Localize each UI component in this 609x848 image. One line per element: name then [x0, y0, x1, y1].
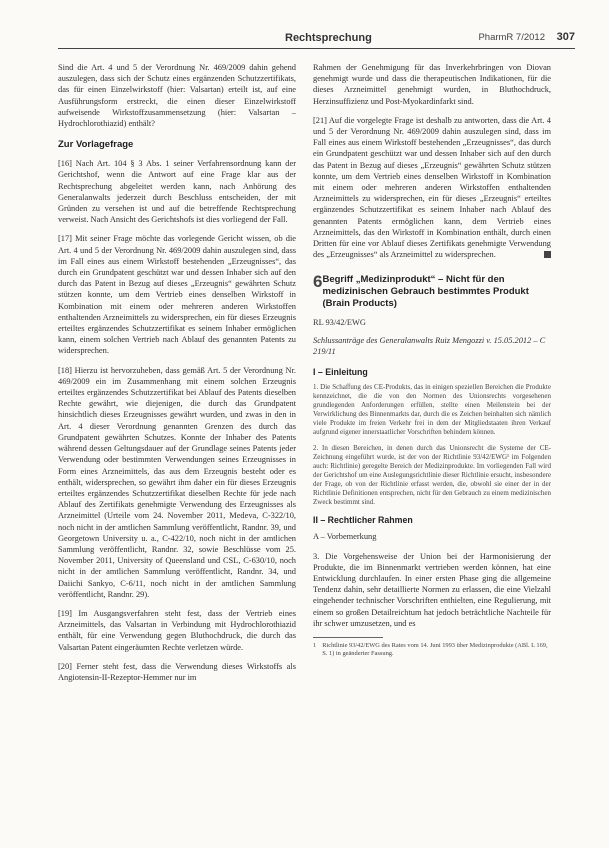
small-paragraph-1: 1. Die Schaffung des CE-Produkts, das in einigen speziellen Bereichen die Produkte kennzeichnet, die die von den Normen des Unionsrechts vorgesehenen grundlegenden Anforderungen erfüllen, stellte einen Meilenstein bei der Verwirklichung des Binnenmarkts dar, durch die es Zeichen beinhalten sich nämlich viele Produkte im freien Verkehr frei in dem der Mitgliedstaaten ihren Verkauf aufgrund eigener innerstaatlicher Vorschriften behindern können.	[313, 383, 551, 437]
small-paragraph-2: 2. In diesen Bereichen, in denen durch das Unionsrecht die Systeme der CE-Zeichnung eingeführt wurde, ist der von der Richtlinie 93/42/EWG¹ im Folgenden auch: Richtlinie) geregelte Bereich der Medizinprodukte. Im vorliegenden Fall wird der Gerichtshof um eine Auslegungsrichtlinie dieser Richtlinie ersucht, insbesondere der Frage, ob von der Richtlinie erfasst werden, die, obwohl sie einer der in der Richtlinie Definitionen entsprechen, nicht für den Gebrauch zu einem medizinischen Zweck bestimmt sind.	[313, 444, 551, 507]
subheading-vorlagefrage: Zur Vorlagefrage	[58, 139, 134, 151]
footnote-rule	[313, 637, 383, 638]
journal-citation: PharmR 7/2012	[478, 32, 545, 43]
opinion-source: Schlussanträge des Generalanwalts Ruiz Mengozzi v. 15.05.2012 – C 219/11	[313, 336, 546, 357]
footnote-text: Richtlinie 93/42/EWG des Rates vom 14. Juni 1993 über Medizinprodukte (ABl. L 169, S. 1) in geänderter Fassung.	[322, 642, 548, 658]
footnote	[313, 642, 551, 659]
subsection-legal-framework: II – Rechtlicher Rahmen	[313, 515, 413, 526]
left-column	[58, 62, 296, 691]
paragraph-20: [20] Ferner steht fest, dass die Verwendung dieses Wirkstoffs als Angiotensin-II-Rezeptor-Hemmer nur im	[58, 661, 296, 682]
section-rubric: Rechtsprechung	[285, 32, 372, 44]
directive-reference: RL 93/42/EWG	[313, 318, 366, 328]
paragraph-19: [19] Im Ausgangsverfahren steht fest, dass der Vertrieb eines Arzneimittels, das Valsartan in Verbindung mit Hydrochlorothiazid enthält, für eine Verwendung gegen Bluthochdruck, die durch das Valsartan Patent eingeräumten Rechte verletzen würde.	[58, 608, 296, 652]
paragraph-18: [18] Hierzu ist hervorzuheben, dass gemäß Art. 5 der Verordnung Nr. 469/2009 ein im Zusammenhang mit einem solchen Erzeugnis erteiltes ergänzendes Schutzzertifikat bei Ablauf des Patents dieselben Rechte gewährt, wie diejenigen, die durch das Grundpatent hinsichtlich dieses Erzeugnisses gewährt wurden, und zwas in den in Art. 4 dieser Verordnung genannten Grenzen des durch das Grundpatent gewährten Schutzes. Konnte der Inhaber des Patents während dessen Geltungsdauer auf der Grundlage seines Patents jeder Verwendung oder bestimmten Verwendungen seines Erzeugnisses in Form eines Arzneimittels, das aus dem Erzeugnis besteht oder es enthält, widersprechen, so gewährt ihm daher ein für dieses Erzeugnis erteiltes ergänzendes Schutzzertifikat dieselben Rechte für jede nach Ablauf des Zertifikats genehmigte Verwendung des Erzeugnisses als Arzneimittel (Urteile vom 24. November 2011, Medeva, C-322/10, noch nicht in der amtlichen Sammlung veröffentlicht, Randnr. 39, und Georgetown University u. a., C-422/10, noch nicht in der amtlichen Sammlung veröffentlicht, Randnr. 32, sowie Beschlüsse vom 25. November 2011, University of Queensland und CSL, C-630/10, noch nicht in der amtlichen Sammlung veröffentlicht, Randnr. 34, und Daiichi Sankyo, C-6/11, noch nicht in der amtlichen Sammlung veröffentlicht, Randnr. 29).	[58, 365, 296, 599]
article-title: Begriff „Medizinprodukt“ – Nicht für den medizinischen Gebrauch bestimmtes Produkt (Brain Products)	[322, 274, 529, 310]
subsection-preliminary-remark: A – Vorbemerkung	[313, 532, 377, 542]
paragraph-3: 3. Die Vorgehensweise der Union bei der Harmonisierung der Produkte, die im Binnenmarkt vertrieben werden können, hat eine Entwicklung durchlaufen. In einer ersten Phase ging die allgemeine Tendenz dahin, sehr detaillierte Normen zu erlassen, die eine Vielzahl eingehender technischer Vorschriften enthielten, eine Regulierung, mit einem so großen Detailreichtum hat jedoch beträchtliche Nachteile für ihr schwer umzusetzen, und es	[313, 551, 551, 628]
paragraph-21	[313, 115, 551, 261]
paragraph-20-continued: Rahmen der Genehmigung für das Inverkehrbringen von Diovan genehmigt wurde und dass die therapeutischen Indikationen, für die dieses Arzneimittel genehmigt wurden, in Bluthochdruck, Herzinsuffizienz und Post-Myokardinfarkt sind.	[313, 63, 551, 106]
page-header	[58, 22, 575, 52]
footnote-number: 1	[313, 642, 317, 650]
paragraph-21-text: [21] Auf die vorgelegte Frage ist deshalb zu antworten, dass die Art. 4 und 5 der Verordnung Nr. 469/2009 dahin auszulegen sind, dass im Fall eines aus einem Wirkstoff bestehenden „Erzeugnisses“, das durch ein Grundpatent geschützt war und dessen Inhaber sich auf den durch das Patent in Bezug auf dieses „Erzeugnis“ gewährten Schutz stützen konnte, um dem Vertrieb eines denselben Wirkstoff in Kombination mit einem oder mehreren anderen Wirkstoffen enthaltenden Arzneimittels zu widersprechen, ein für dieses „Erzeugnis“ erteiltes ergänzendes Schutzzertifikat es seinem Inhaber nach Ablauf des genannten Patents ermöglichen kann, dem Vertrieb eines Arzneimittels, das den Wirkstoff in Kombination enthält, durch einen Dritten für eine vor Ablauf dieses Zertifikats genehmigte Verwendung des „Erzeugnisses“ als Arzneimittel zu widersprechen.	[313, 115, 551, 260]
article-headline	[313, 274, 551, 310]
referred-question: Sind die Art. 4 und 5 der Verordnung Nr. 469/2009 dahin gehend auszulegen, dass sich der Schutz eines ergänzenden Schutzzertifikats, das für einen Einzelwirkstoff (hier: Valsartan) erteilt ist, auf eine Ausführungsform erstreckt, die einen dieser Einzelwirkstoff aufweisende Wirkstoffzusammensetzung (hier: Valsartan – Hydrochlorothiazid) enthält?	[58, 63, 296, 129]
subsection-introduction: I – Einleitung	[313, 367, 368, 378]
paragraph-16: [16] Nach Art. 104 § 3 Abs. 1 seiner Verfahrensordnung kann der Gerichtshof, wenn die Antwort auf eine Frage klar aus der Rechtsprechung abgeleitet werden kann, nach Anhörung des Generalanwalts jederzeit durch Beschluss entscheiden, der mit Gründen zu versehen ist und auf die betreffende Rechtsprechung verweist. Nach Ansicht des Gerichtshofs ist dies vorliegend der Fall.	[58, 159, 296, 225]
article-number: 6	[313, 272, 323, 292]
page-number: 307	[556, 31, 575, 43]
end-of-article-mark	[544, 251, 551, 258]
paragraph-17: [17] Mit seiner Frage möchte das vorlegende Gericht wissen, ob die Art. 4 und 5 der Verordnung Nr. 469/2009 dahin auszulegen sind, dass im Fall eines aus einem Wirkstoff bestehenden „Erzeugnisses“, das durch ein Grundpatent geschützt war und dessen Inhaber sich auf den durch das Patent in Bezug auf dieses „Erzeugnis“ gewährten Schutz stützen konnte, um dem Vertrieb eines denselben Wirkstoff in Kombination mit einem oder mehreren anderen Wirkstoffen enthaltenden Arzneimittels zu widersprechen, ein für dieses Erzeugnis erteiltes ergänzendes Schutzzertifikat es seinem Inhaber ermöglichen kann, einem solchen Vertrieb nach Ablauf des genannten Patents zu widersprechen.	[58, 234, 296, 356]
right-column	[313, 62, 551, 659]
header-rule	[58, 48, 575, 49]
